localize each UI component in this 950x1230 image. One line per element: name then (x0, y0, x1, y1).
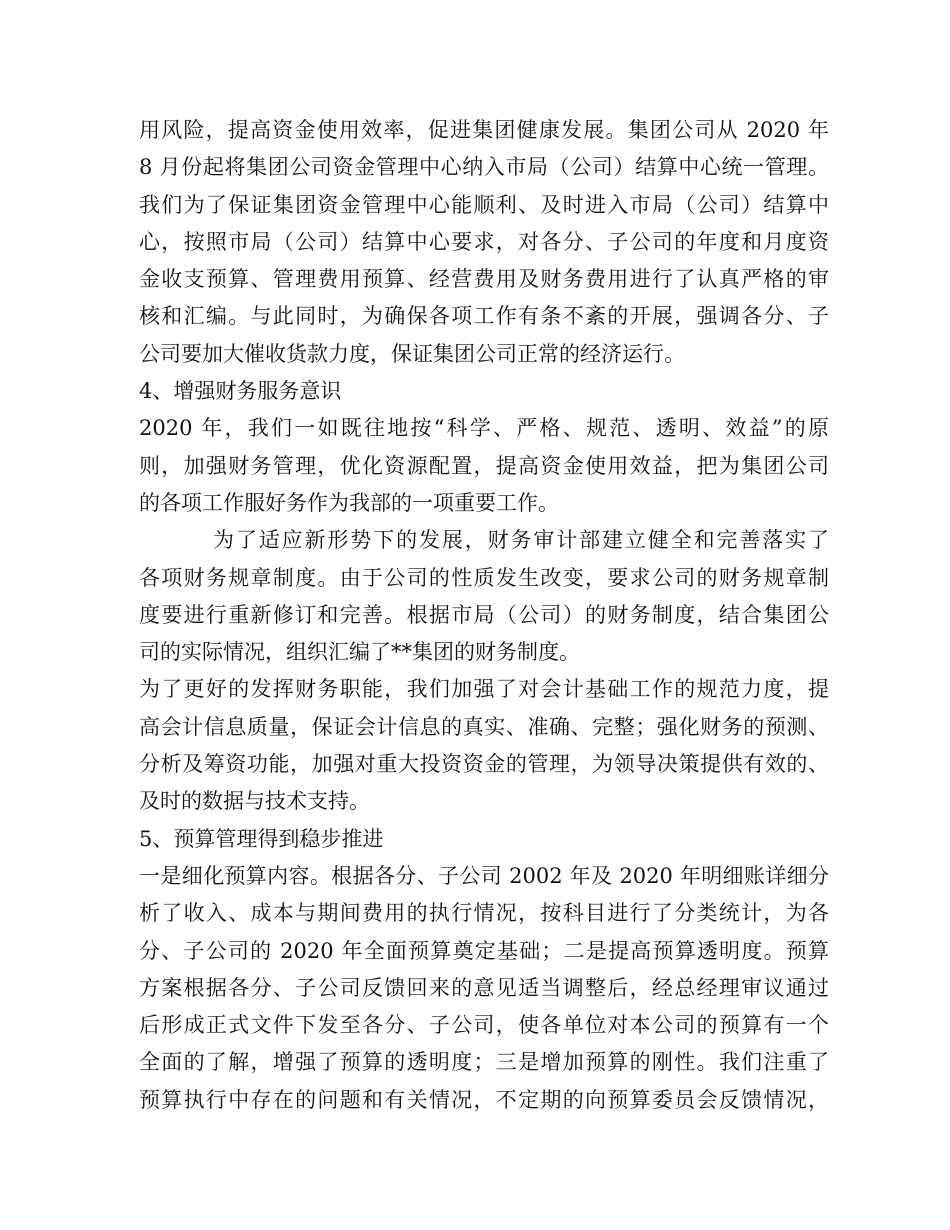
text-line: 析了收入、成本与期间费用的执行情况，按科目进行了分类统计，为各 (139, 901, 829, 926)
text-line: 分、子公司的 2020 年全面预算奠定基础；二是提高预算透明度。预算 (139, 938, 829, 963)
text-line: 心，按照市局（公司）结算中心要求，对各分、子公司的年度和月度资 (139, 229, 829, 254)
text-line: 预算执行中存在的问题和有关情况，不定期的向预算委员会反馈情况， (139, 1087, 829, 1112)
document-body (139, 112, 829, 1119)
text-line: 用风险，提高资金使用效率，促进集团健康发展。集团公司从 2020 年 (139, 118, 829, 142)
text-line: 核和汇编。与此同时，为确保各项工作有条不紊的开展，强调各分、子 (139, 304, 829, 329)
text-line: 一是细化预算内容。根据各分、子公司 2002 年及 2020 年明细账详细分 (139, 863, 829, 888)
text-line-indented: 为了适应新形势下的发展，财务审计部建立健全和完善落实了 (213, 528, 829, 553)
text-line: 2020 年，我们一如既往地按“科学、严格、规范、透明、效益”的原 (139, 416, 829, 441)
text-line: 后形成正式文件下发至各分、子公司，使各单位对本公司的预算有一个 (139, 1013, 829, 1038)
text-line: 公司要加大催收货款力度，保证集团公司正常的经济运行。 (139, 341, 685, 366)
text-line: 方案根据各分、子公司反馈回来的意见适当调整后，经总经理审议通过 (139, 975, 829, 1000)
text-line: 8 月份起将集团公司资金管理中心纳入市局（公司）结算中心统一管理。 (139, 155, 829, 180)
text-line: 为了更好的发挥财务职能，我们加强了对会计基础工作的规范力度，提 (139, 677, 829, 702)
text-line: 金收支预算、管理费用预算、经营费用及财务费用进行了认真严格的审 (139, 267, 829, 292)
text-line: 全面的了解，增强了预算的透明度；三是增加预算的刚性。我们注重了 (139, 1050, 829, 1075)
section-heading: 5、预算管理得到稳步推进 (139, 826, 384, 851)
text-line: 我们为了保证集团资金管理中心能顺利、及时进入市局（公司）结算中 (139, 192, 829, 217)
text-line: 则，加强财务管理，优化资源配置，提高资金使用效益，把为集团公司 (139, 453, 829, 478)
text-line: 分析及筹资功能，加强对重大投资资金的管理，为领导决策提供有效的、 (139, 752, 829, 777)
text-line: 各项财务规章制度。由于公司的性质发生改变，要求公司的财务规章制 (139, 565, 829, 590)
text-line: 司的实际情况，组织汇编了**集团的财务制度。 (139, 640, 580, 665)
section-heading: 4、增强财务服务意识 (139, 379, 342, 404)
text-line: 的各项工作服好务作为我部的一项重要工作。 (139, 490, 559, 515)
text-line: 高会计信息质量，保证会计信息的真实、准确、完整；强化财务的预测、 (139, 714, 829, 739)
text-line: 及时的数据与技术支持。 (139, 789, 370, 814)
text-line: 度要进行重新修订和完善。根据市局（公司）的财务制度，结合集团公 (139, 602, 829, 627)
